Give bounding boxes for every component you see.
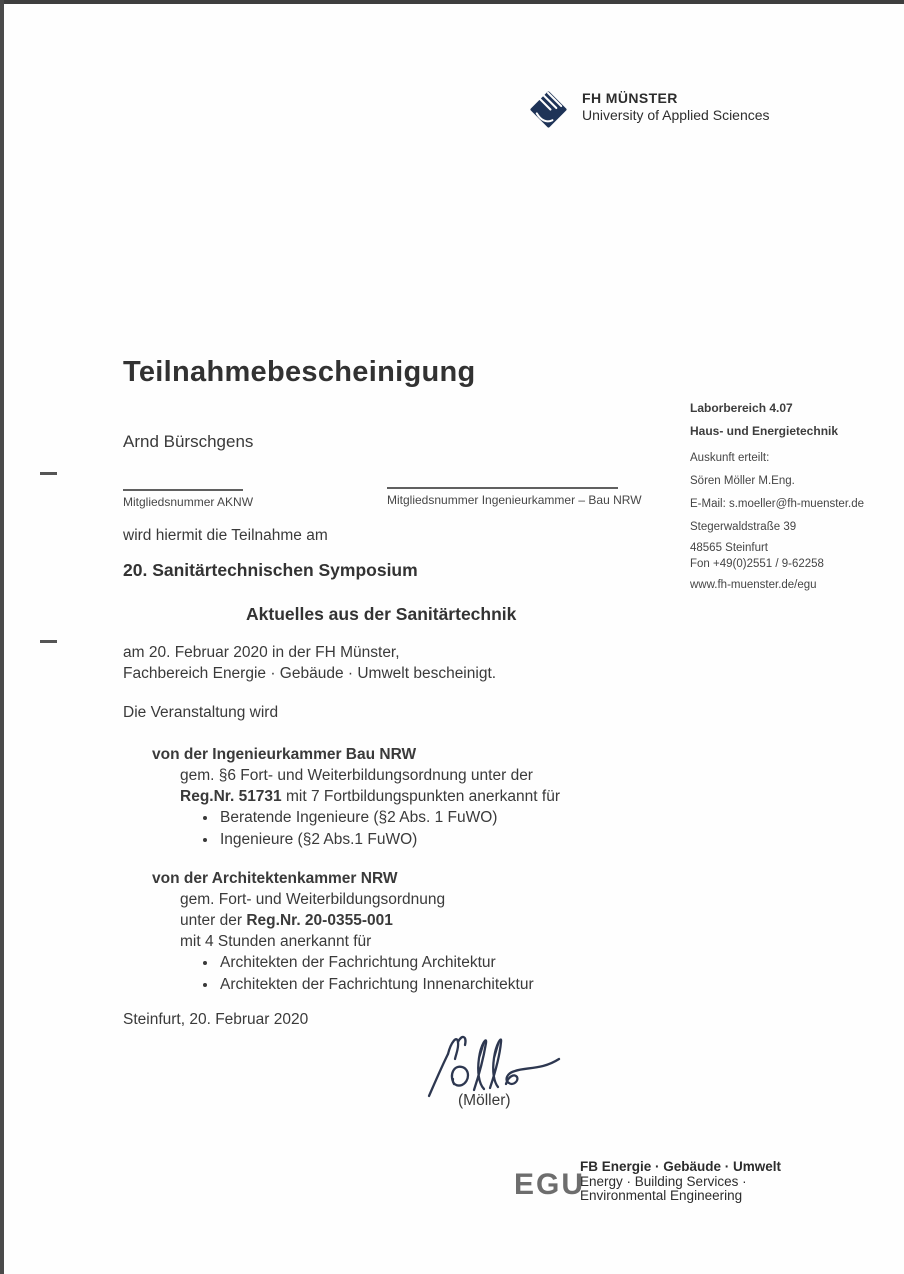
event-details-line1: am 20. Februar 2020 in der FH Münster, — [123, 644, 400, 661]
architektenkammer-line1: gem. Fort- und Weiterbildungsordnung — [180, 891, 446, 908]
contact-email: E-Mail: s.moeller@fh-muenster.de — [690, 498, 865, 510]
contact-person: Sören Möller M.Eng. — [690, 475, 795, 487]
scan-border-left — [0, 0, 4, 1274]
member-number-line-aknw — [123, 489, 243, 491]
veranstaltung-intro: Die Veranstaltung wird — [123, 704, 279, 721]
signature-printed-name: (Möller) — [458, 1092, 511, 1109]
event-details — [123, 642, 496, 684]
contact-info-label: Auskunft erteilt: — [690, 452, 770, 464]
contact-phone: Fon +49(0)2551 / 9-62258 — [690, 558, 824, 570]
fold-mark — [40, 640, 57, 643]
architektenkammer-heading: von der Architektenkammer NRW — [152, 870, 398, 887]
recipient-name: Arnd Bürschgens — [123, 432, 254, 451]
contact-street: Stegerwaldstraße 39 — [690, 521, 797, 533]
logo-wordmark: FH MÜNSTER — [582, 90, 678, 106]
event-details-line2: Fachbereich Energie · Gebäude · Umwelt bescheinigt. — [123, 665, 497, 682]
footer-line1: FB Energie · Gebäude · Umwelt — [580, 1159, 782, 1174]
logo-subtitle: University of Applied Sciences — [582, 107, 770, 123]
reg-number: Reg.Nr. 51731 — [180, 788, 282, 805]
architektenkammer-line3: mit 4 Stunden anerkannt für — [180, 933, 372, 950]
footer-line3: Environmental Engineering — [580, 1188, 743, 1203]
footer-department — [580, 1160, 781, 1204]
event-subtitle: Aktuelles aus der Sanitärtechnik — [246, 604, 517, 624]
egu-logo: EGU — [514, 1168, 586, 1201]
bullet-item: • Architekten der Fachrichtung Architektur — [218, 952, 534, 974]
architektenkammer-block — [152, 868, 534, 995]
contact-lab-line2: Haus- und Energietechnik — [690, 424, 839, 438]
contact-city: 48565 Steinfurt — [690, 542, 769, 554]
architektenkammer-reg-line: unter der Reg.Nr. 20-0355-001 — [180, 912, 393, 929]
fh-muenster-logo-icon — [527, 88, 570, 136]
member-number-label-aknw: Mitgliedsnummer AKNW — [123, 495, 254, 509]
scan-border-top — [0, 0, 904, 4]
ingenieurkammer-reg-line: Reg.Nr. 51731 mit 7 Fortbildungspunkten anerkannt für — [180, 788, 560, 805]
event-title: 20. Sanitärtechnischen Symposium — [123, 560, 418, 580]
intro-line: wird hiermit die Teilnahme am — [123, 527, 328, 544]
document-title: Teilnahmebescheinigung — [123, 356, 476, 388]
bullet-item: • Beratende Ingenieure (§2 Abs. 1 FuWO) — [218, 807, 560, 829]
ingenieurkammer-bullet-list — [152, 807, 560, 850]
place-date-line: Steinfurt, 20. Februar 2020 — [123, 1011, 309, 1028]
bullet-item: • Architekten der Fachrichtung Innenarchitektur — [218, 974, 534, 996]
ingenieurkammer-block — [152, 744, 560, 850]
architektenkammer-bullet-list — [152, 952, 534, 995]
ingenieurkammer-heading: von der Ingenieurkammer Bau NRW — [152, 746, 417, 763]
fh-muenster-logo — [527, 88, 770, 136]
member-number-line-ik — [387, 487, 618, 489]
contact-website: www.fh-muenster.de/egu — [690, 579, 817, 591]
fold-mark — [40, 472, 57, 475]
member-number-label-ik: Mitgliedsnummer Ingenieurkammer – Bau NRW — [387, 493, 642, 507]
contact-lab-line1: Laborbereich 4.07 — [690, 401, 793, 415]
bullet-item: • Ingenieure (§2 Abs.1 FuWO) — [218, 829, 560, 851]
reg-number: Reg.Nr. 20-0355-001 — [246, 912, 393, 929]
ingenieurkammer-line1: gem. §6 Fort- und Weiterbildungsordnung unter der — [180, 767, 533, 784]
footer-line2: Energy · Building Services · — [580, 1173, 747, 1189]
